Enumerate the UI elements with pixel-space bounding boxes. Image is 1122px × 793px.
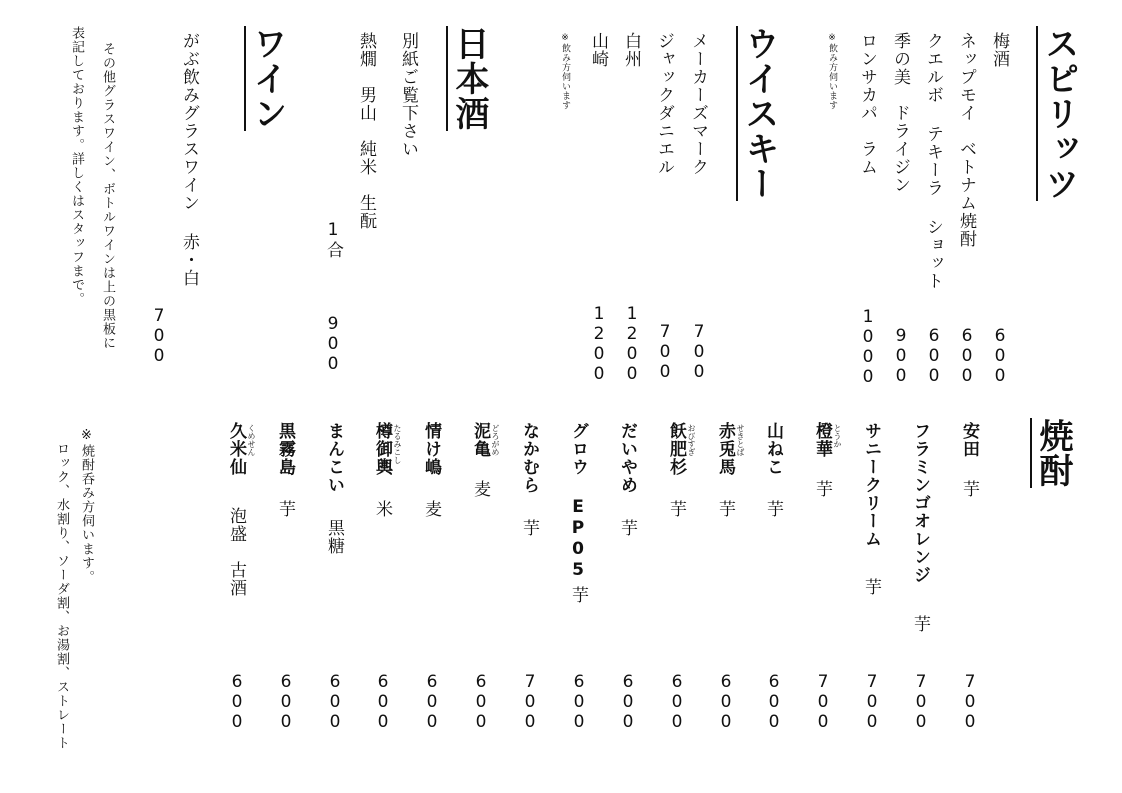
shochu-item-type: 麦 xyxy=(470,480,490,498)
shochu-item-name: 安田 xyxy=(959,422,979,458)
menu-item-size: 1合 xyxy=(323,220,343,259)
shochu-item-price: 600 xyxy=(373,672,393,732)
ruby-reading: せきとば xyxy=(736,424,745,456)
shochu-item-price: 600 xyxy=(764,672,784,732)
shochu-item-price: 700 xyxy=(960,672,980,732)
shochu-item-type: 芋 xyxy=(763,500,783,518)
shochu-item-price: 700 xyxy=(813,672,833,732)
shochu-item-type: 芋 xyxy=(715,500,735,518)
whisky-note: ※飲み方伺います xyxy=(560,33,570,110)
menu-item-name: 白州 xyxy=(621,32,641,68)
shochu-item-name: だいやめ xyxy=(617,422,637,494)
shochu-item-name: まんこい xyxy=(324,422,344,494)
menu-item-price: 600 xyxy=(957,326,977,386)
ruby-reading: とうか xyxy=(833,424,842,448)
shochu-item-price: 600 xyxy=(276,672,296,732)
ruby-reading: おびすぎ xyxy=(687,424,696,456)
shochu-item-type: 芋 xyxy=(910,615,930,633)
menu-item-name: 熱燗 男山 純米 生酛 xyxy=(356,32,376,230)
menu-item-name: ネップモイ ベトナム焼酎 xyxy=(956,32,976,248)
shochu-item-price: 600 xyxy=(325,672,345,732)
shochu-item-type: 芋 xyxy=(666,500,686,518)
shochu-item-type: 芋 xyxy=(959,480,979,498)
menu-item-price: 600 xyxy=(924,326,944,386)
shochu-item-name: グロウ EP05 xyxy=(568,422,588,581)
shochu-item-price: 700 xyxy=(911,672,931,732)
wine-note-line2: 表記しております。詳しくはスタッフまで。 xyxy=(69,26,84,306)
shochu-item-price: 700 xyxy=(520,672,540,732)
shochu-item-name: 山ねこ xyxy=(763,422,783,476)
menu-item-price: 900 xyxy=(323,314,343,374)
shochu-item-name: 情け嶋 xyxy=(421,422,441,476)
menu-item-name: がぶ飲みグラスワイン 赤・白 xyxy=(179,32,199,287)
shochu-item-name: なかむら xyxy=(519,422,539,494)
shochu-item-name: 泥亀 xyxy=(470,422,490,458)
ruby-reading: どろがめ xyxy=(491,424,500,456)
shochu-item-price: 600 xyxy=(227,672,247,732)
shochu-item-name: 橙華 xyxy=(812,422,832,458)
shochu-item-name: 黒霧島 xyxy=(275,422,295,476)
menu-item-name: 山崎 xyxy=(588,32,608,68)
shochu-item-price: 700 xyxy=(862,672,882,732)
menu-item-price: 700 xyxy=(655,322,675,382)
shochu-item-price: 600 xyxy=(422,672,442,732)
shochu-note-line2: ロック、水割り、ソーダ割、お湯割、ストレート xyxy=(54,442,69,750)
shochu-item-type: 泡盛 古酒 xyxy=(226,507,246,597)
shochu-item-type: 芋 xyxy=(617,519,637,537)
menu-item-name: ジャックダニエル xyxy=(654,32,674,176)
shochu-item-name: 樽御輿 xyxy=(372,422,392,476)
menu-item-price: 900 xyxy=(891,326,911,386)
menu-item-name: 別紙ご覧下さい xyxy=(398,32,418,158)
menu-item-name: ロンサカパ ラム xyxy=(857,32,877,176)
ruby-reading: くめせん xyxy=(247,424,256,456)
menu-item-name: メーカーズマーク xyxy=(688,32,708,176)
shochu-item-name: 久米仙 xyxy=(226,422,246,476)
shochu-item-type: 芋 xyxy=(519,519,539,537)
menu-item-name: 梅酒 xyxy=(989,32,1009,68)
shochu-item-type: 芋 xyxy=(568,586,588,604)
shochu-item-price: 600 xyxy=(569,672,589,732)
menu-item-price: 1200 xyxy=(622,304,642,384)
shochu-item-name: 赤兎馬 xyxy=(715,422,735,476)
spirits-note: ※飲み方伺います xyxy=(827,33,837,110)
shochu-item-type: 麦 xyxy=(421,500,441,518)
shochu-item-price: 600 xyxy=(716,672,736,732)
shochu-item-price: 600 xyxy=(471,672,491,732)
wine-heading: ワイン xyxy=(244,26,284,131)
menu-item-name: クエルボ テキーラ ショット xyxy=(923,32,943,290)
shochu-item-type: 芋 xyxy=(275,500,295,518)
shochu-item-name: サニークリーム xyxy=(861,422,881,548)
shochu-item-type: 黒糖 xyxy=(324,519,344,555)
menu-item-price: 700 xyxy=(689,322,709,382)
shochu-heading: 焼酎 xyxy=(1030,418,1070,488)
shochu-item-name: フラミンゴオレンジ xyxy=(910,422,930,584)
shochu-item-price: 600 xyxy=(618,672,638,732)
shochu-item-type: 芋 xyxy=(812,480,832,498)
menu-item-price: 1000 xyxy=(858,307,878,387)
wine-note-line1: その他グラスワイン、ボトルワインは上の黒板に xyxy=(100,42,115,350)
sake-heading: 日本酒 xyxy=(446,26,486,131)
spirits-heading: スピリッツ xyxy=(1036,26,1076,201)
whisky-heading: ウイスキー xyxy=(736,26,776,201)
menu-item-price: 600 xyxy=(990,326,1010,386)
shochu-item-type: 米 xyxy=(372,500,392,518)
menu-item-price: 1200 xyxy=(589,304,609,384)
shochu-item-price: 600 xyxy=(667,672,687,732)
menu-item-name: 季の美 ドライジン xyxy=(890,32,910,194)
menu-item-price: 700 xyxy=(149,306,169,366)
ruby-reading: たるみこし xyxy=(393,424,402,464)
shochu-note-line1: ※焼酎呑み方伺います。 xyxy=(79,428,94,584)
shochu-item-name: 飫肥杉 xyxy=(666,422,686,476)
shochu-item-type: 芋 xyxy=(861,578,881,596)
